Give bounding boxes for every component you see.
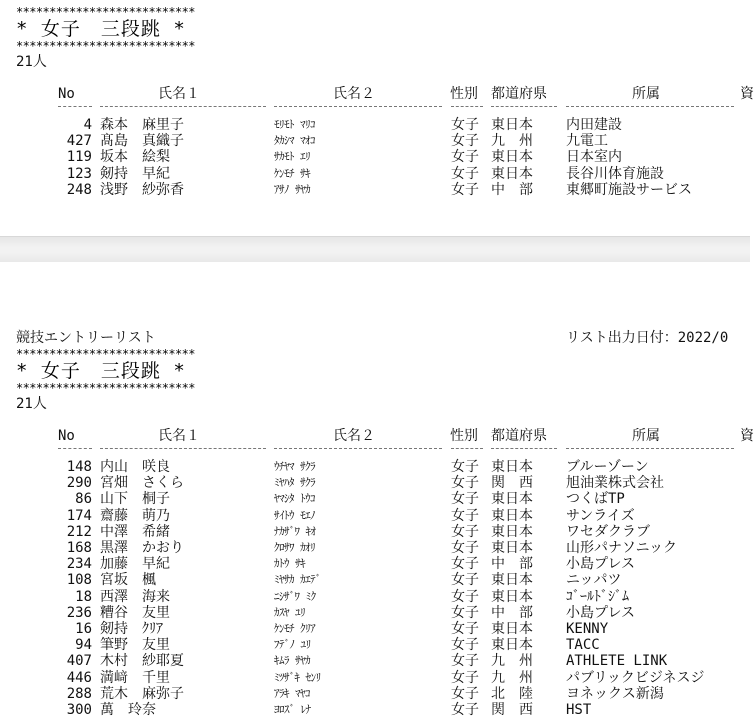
entry-affiliation: 九電工 xyxy=(566,133,608,150)
entry-name2: ﾅｶｻﾞﾜ ｷｵ xyxy=(274,524,316,538)
entry-name1: 髙島 真織子 xyxy=(100,133,184,150)
stars-line-top: *************************** xyxy=(16,347,195,361)
entry-no: 236 xyxy=(66,604,92,621)
entry-name2: ﾌﾃﾞﾉ ﾕﾘ xyxy=(274,638,311,652)
header-rule xyxy=(491,448,557,449)
entry-name1: 宮坂 楓 xyxy=(100,572,156,589)
table-row xyxy=(0,605,750,621)
entry-sex: 女子 xyxy=(451,475,479,492)
table-row xyxy=(0,702,750,718)
entry-sex: 女子 xyxy=(451,117,479,133)
entry-affiliation: 東郷町施設サービス xyxy=(566,181,692,198)
entry-sex: 女子 xyxy=(451,507,479,524)
table-row xyxy=(0,524,750,540)
entry-pref: 東日本 xyxy=(491,523,533,540)
header-affil: 所属 xyxy=(632,86,660,102)
table-row xyxy=(0,686,750,702)
event-title: * 女子 三段跳 * xyxy=(16,18,186,40)
entry-pref: 北 陸 xyxy=(491,685,533,702)
entry-no: 407 xyxy=(66,653,92,670)
entry-name1: 糟谷 友里 xyxy=(100,604,170,621)
entry-name2: ｸﾛｻﾜ ｶｵﾘ xyxy=(274,541,316,554)
entry-name1: 満﨑 千里 xyxy=(100,669,170,686)
header-rule xyxy=(566,448,734,449)
entry-list-page-1 xyxy=(0,0,754,236)
entry-name2: ﾖﾛｽﾞ ﾚﾅ xyxy=(274,703,311,716)
table-row xyxy=(0,589,750,605)
table-row xyxy=(0,540,750,556)
entry-sex: 女子 xyxy=(451,572,479,589)
stars-line-bottom: *************************** xyxy=(16,39,195,53)
entry-pref: 東日本 xyxy=(491,165,533,182)
entry-sex: 女子 xyxy=(451,556,479,573)
header-affil: 所属 xyxy=(632,428,660,444)
header-name1: 氏名１ xyxy=(158,428,200,444)
entry-name1: 山下 桐子 xyxy=(100,491,170,508)
entry-affiliation: 小島プレス xyxy=(566,556,636,573)
stars-line-bottom: *************************** xyxy=(16,381,195,395)
entry-no: 4 xyxy=(83,117,92,133)
entry-name2: ｳﾁﾔﾏ ｻｸﾗ xyxy=(274,460,316,473)
entry-sex: 女子 xyxy=(451,685,479,702)
entry-affiliation: ワセダクラブ xyxy=(566,523,650,540)
header-rule xyxy=(58,106,92,107)
entry-pref: 中 部 xyxy=(491,604,533,621)
entry-affiliation: サンライズ xyxy=(566,507,635,524)
entry-affiliation: ニッパツ xyxy=(566,572,622,589)
header-extra: 資 xyxy=(740,428,754,444)
entry-pref: 東日本 xyxy=(491,117,533,133)
entry-name2: ｶｽﾔ ﾕﾘ xyxy=(274,605,306,619)
table-row xyxy=(0,149,750,165)
entry-affiliation: ｺﾞｰﾙﾄﾞｼﾞﾑ xyxy=(566,588,629,605)
entry-pref: 中 部 xyxy=(491,556,533,573)
header-rule xyxy=(566,106,734,107)
entry-affiliation: KENNY xyxy=(566,621,609,637)
page-separator xyxy=(0,236,750,264)
entry-sex: 女子 xyxy=(451,669,479,686)
entry-sex: 女子 xyxy=(451,181,479,198)
table-row xyxy=(0,670,750,686)
table-row xyxy=(0,459,750,475)
entry-sex: 女子 xyxy=(451,540,479,556)
entry-sex: 女子 xyxy=(451,604,479,621)
entry-pref: 東日本 xyxy=(491,637,533,654)
entry-no: 234 xyxy=(66,556,92,573)
header-rule xyxy=(274,448,442,449)
entry-affiliation: 内田建設 xyxy=(566,117,622,133)
entry-sex: 女子 xyxy=(451,653,479,670)
document-title: 競技エントリーリスト xyxy=(16,330,156,346)
table-row xyxy=(0,491,750,507)
entry-pref: 東日本 xyxy=(491,491,533,508)
table-row xyxy=(0,117,750,133)
entry-name1: 木村 紗耶夏 xyxy=(100,653,184,670)
table-row xyxy=(0,133,750,149)
entry-name2: ﾔﾏｼﾀ ﾄｳｺ xyxy=(274,492,316,506)
entry-affiliation: 小島プレス xyxy=(566,604,636,621)
entry-affiliation: HST xyxy=(566,702,592,718)
table-row xyxy=(0,166,750,182)
entry-sex: 女子 xyxy=(451,702,479,718)
entry-pref: 東日本 xyxy=(491,621,533,637)
entry-pref: 東日本 xyxy=(491,588,533,605)
entry-name2: ﾓﾘﾓﾄ ﾏﾘｺ xyxy=(274,118,316,131)
table-row xyxy=(0,653,750,669)
header-sex: 性別 xyxy=(450,86,478,102)
entry-name2: ﾀｶｼﾏ ﾏｵｺ xyxy=(274,134,316,148)
entry-no: 94 xyxy=(75,637,92,654)
entry-no: 212 xyxy=(66,523,92,540)
entry-name2: ﾐﾔﾊﾀ ｻｸﾗ xyxy=(274,476,316,490)
entry-name2: ｻｲﾄｳ ﾓｴﾉ xyxy=(274,508,316,522)
table-row xyxy=(0,637,750,653)
entry-name2: ｹﾝﾓﾁ ｸﾘｱ xyxy=(274,622,316,635)
table-row xyxy=(0,508,750,524)
event-title: * 女子 三段跳 * xyxy=(16,360,186,382)
entry-name2: ｻｶﾓﾄ ｴﾘ xyxy=(274,150,311,164)
entry-no: 427 xyxy=(66,133,92,150)
entry-affiliation: ヨネックス新潟 xyxy=(566,685,664,702)
entry-name1: 筆野 友里 xyxy=(100,637,170,654)
entry-name1: 黒澤 かおり xyxy=(100,540,184,556)
entry-name1: 森本 麻里子 xyxy=(100,117,184,133)
entry-no: 446 xyxy=(66,669,92,686)
output-date: リスト出力日付：2022/0 xyxy=(566,330,729,346)
entry-name2: ﾆｼｻﾞﾜ ﾐｸ xyxy=(274,589,316,603)
entry-count: 21人 xyxy=(16,54,47,70)
entry-name1: 西澤 海来 xyxy=(100,588,170,605)
entry-name1: 浅野 紗弥香 xyxy=(100,181,184,198)
entry-name2: ｱｻﾉ ｻﾔｶ xyxy=(274,182,311,196)
entry-name2: ｹﾝﾓﾁ ｻｷ xyxy=(274,166,311,180)
entry-pref: 東日本 xyxy=(491,149,533,166)
entry-name1: 坂本 絵梨 xyxy=(100,149,170,166)
entry-name2: ﾐﾔｻｶ ｶｴﾃﾞ xyxy=(274,573,321,587)
entry-no: 168 xyxy=(66,540,92,556)
table-row xyxy=(0,572,750,588)
header-rule xyxy=(100,448,266,449)
entry-name1: 萬 玲奈 xyxy=(100,702,156,718)
entry-no: 18 xyxy=(75,588,92,605)
header-no: No xyxy=(58,428,75,444)
header-rule xyxy=(491,106,557,107)
entry-affiliation: TACC xyxy=(566,637,600,654)
entry-no: 86 xyxy=(75,491,92,508)
entry-no: 148 xyxy=(66,459,92,475)
entry-name1: 剱持 ｸﾘｱ xyxy=(100,621,163,637)
entry-name2: ｷﾑﾗ ｻﾔｶ xyxy=(274,654,311,668)
entry-pref: 東日本 xyxy=(491,540,533,556)
table-row xyxy=(0,475,750,491)
header-extra: 資 xyxy=(740,86,754,102)
entry-affiliation: ブルーゾーン xyxy=(566,459,649,475)
entry-sex: 女子 xyxy=(451,459,479,475)
entry-affiliation: つくばTP xyxy=(566,491,625,508)
entry-no: 290 xyxy=(66,475,92,492)
table-row xyxy=(0,556,750,572)
entry-sex: 女子 xyxy=(451,523,479,540)
header-rule xyxy=(451,448,483,449)
entry-name1: 荒木 麻弥子 xyxy=(100,685,184,702)
entry-affiliation: 山形パナソニック xyxy=(566,540,678,556)
entry-pref: 中 部 xyxy=(491,181,533,198)
entry-no: 119 xyxy=(66,149,92,166)
header-name2: 氏名２ xyxy=(333,428,375,444)
header-pref: 都道府県 xyxy=(491,428,547,444)
entry-sex: 女子 xyxy=(451,133,479,150)
header-no: No xyxy=(58,86,75,102)
entry-pref: 九 州 xyxy=(491,669,533,686)
entry-sex: 女子 xyxy=(451,621,479,637)
entry-no: 300 xyxy=(66,702,92,718)
entry-no: 174 xyxy=(66,507,92,524)
header-rule xyxy=(58,448,92,449)
entry-no: 123 xyxy=(66,165,92,182)
header-pref: 都道府県 xyxy=(491,86,547,102)
header-rule xyxy=(451,106,483,107)
table-row xyxy=(0,621,750,637)
header-rule xyxy=(100,106,266,107)
entry-name1: 齋藤 萌乃 xyxy=(100,507,170,524)
header-name1: 氏名１ xyxy=(158,86,200,102)
entry-list-page-2 xyxy=(0,262,754,726)
entry-no: 16 xyxy=(75,621,92,637)
entry-name1: 中澤 希緒 xyxy=(100,523,170,540)
entry-no: 248 xyxy=(66,181,92,198)
entry-name1: 宮畑 さくら xyxy=(100,475,184,492)
header-name2: 氏名２ xyxy=(333,86,375,102)
entry-affiliation: 日本室内 xyxy=(566,149,622,166)
entry-name1: 内山 咲良 xyxy=(100,459,170,475)
entry-name2: ｶﾄｳ ｻｷ xyxy=(274,557,306,571)
entry-sex: 女子 xyxy=(451,149,479,166)
entry-name1: 剱持 早紀 xyxy=(100,165,170,182)
entry-sex: 女子 xyxy=(451,588,479,605)
entry-name2: ｱﾗｷ ﾏﾔｺ xyxy=(274,686,311,700)
entry-pref: 東日本 xyxy=(491,507,533,524)
header-rule xyxy=(274,106,442,107)
entry-no: 108 xyxy=(66,572,92,589)
entry-no: 288 xyxy=(66,685,92,702)
entry-sex: 女子 xyxy=(451,165,479,182)
entry-affiliation: 長谷川体育施設 xyxy=(566,165,664,182)
table-row xyxy=(0,182,750,198)
entry-affiliation: 旭油業株式会社 xyxy=(566,475,664,492)
entry-count: 21人 xyxy=(16,396,47,412)
entry-name1: 加藤 早紀 xyxy=(100,556,170,573)
entry-pref: 九 州 xyxy=(491,133,533,150)
entry-pref: 東日本 xyxy=(491,459,533,475)
entry-sex: 女子 xyxy=(451,491,479,508)
header-sex: 性別 xyxy=(450,428,478,444)
entry-sex: 女子 xyxy=(451,637,479,654)
entry-pref: 九 州 xyxy=(491,653,533,670)
entry-affiliation: ATHLETE LINK xyxy=(566,653,668,670)
entry-affiliation: パブリックビジネスジ xyxy=(566,669,705,686)
entry-name2: ﾐﾂｻﾞｷ ｾﾝﾘ xyxy=(274,670,321,684)
entry-pref: 東日本 xyxy=(491,572,533,589)
entry-pref: 関 西 xyxy=(491,475,533,492)
stars-line-top: *************************** xyxy=(16,5,195,19)
entry-pref: 関 西 xyxy=(491,702,533,718)
